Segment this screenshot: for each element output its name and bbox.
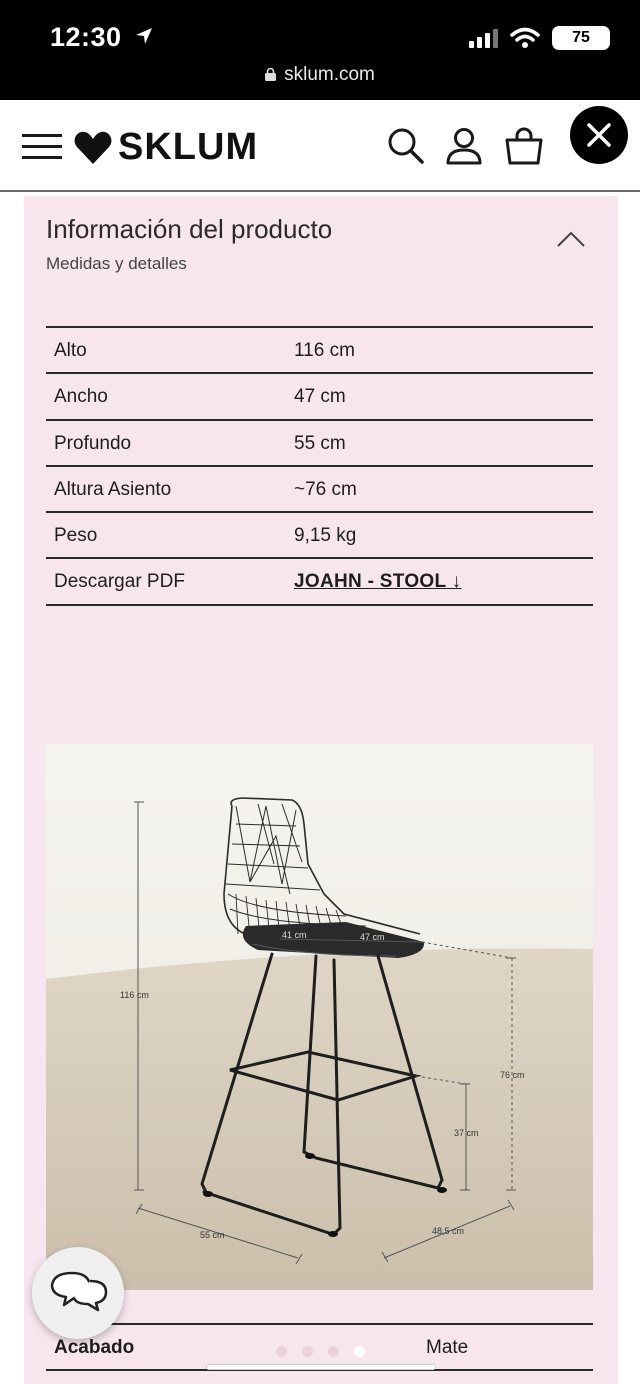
spec-label: Ancho <box>54 386 108 408</box>
hamburger-menu-icon[interactable] <box>22 130 62 162</box>
brand-name: SKLUM <box>118 126 259 168</box>
diagram-label-width: 47 cm <box>360 932 385 942</box>
spec-row-width <box>46 374 593 420</box>
spec-label: Alto <box>54 340 87 361</box>
carousel-dots <box>276 1346 365 1357</box>
diagram-label-base-width: 48,5 cm <box>432 1226 465 1236</box>
spec-label: Altura Asiento <box>54 478 172 500</box>
status-icons <box>469 26 610 50</box>
search-icon[interactable] <box>386 126 426 166</box>
url-text: sklum.com <box>284 64 375 85</box>
chat-bubbles-icon <box>42 1267 114 1319</box>
spec-label: Profundo <box>54 432 132 454</box>
location-arrow-icon <box>134 26 154 46</box>
panel-subtitle: Medidas y detalles <box>46 254 187 273</box>
site-header <box>0 100 640 192</box>
address-bar[interactable] <box>0 64 640 86</box>
diagram-label-footrest-height: 37 cm <box>454 1128 479 1138</box>
status-bar <box>0 0 640 100</box>
shopping-bag-icon[interactable] <box>504 126 544 166</box>
finish-value: Mate <box>426 1337 469 1358</box>
close-icon <box>586 122 612 148</box>
spec-row-seat-height <box>46 467 593 513</box>
close-button[interactable] <box>570 106 628 164</box>
spec-row-depth <box>46 421 593 467</box>
product-info-panel <box>24 196 618 1384</box>
diagram-label-seat-width: 41 cm <box>282 930 307 940</box>
home-indicator[interactable] <box>206 1364 436 1370</box>
chat-button[interactable] <box>32 1247 124 1339</box>
chevron-up-icon[interactable] <box>556 230 586 248</box>
brand-logo[interactable] <box>74 126 258 169</box>
finish-label: Acabado <box>54 1337 135 1358</box>
user-icon[interactable] <box>444 126 484 166</box>
spec-row-height <box>46 328 593 374</box>
wifi-icon <box>510 27 540 49</box>
clock-text: 12:30 <box>50 22 122 52</box>
spec-value: 47 cm <box>294 386 346 408</box>
spec-value: ~76 cm <box>294 478 357 500</box>
carousel-dot[interactable] <box>276 1346 287 1357</box>
spec-value: 55 cm <box>294 432 346 454</box>
battery-level: 75 <box>552 26 610 50</box>
spec-label: Peso <box>54 525 98 547</box>
specs-table <box>46 326 593 606</box>
panel-title: Información del producto <box>46 214 333 244</box>
carousel-dot-active[interactable] <box>354 1346 365 1357</box>
spec-row-pdf <box>46 559 593 605</box>
spec-label: Descargar PDF <box>54 571 185 593</box>
download-pdf-link[interactable]: JOAHN - STOOL ↓ <box>294 571 462 593</box>
carousel-dot[interactable] <box>328 1346 339 1357</box>
diagram-label-depth: 55 cm <box>200 1230 225 1240</box>
diagram-label-seat-height: 76 cm <box>500 1070 525 1080</box>
status-time <box>50 22 154 53</box>
lock-icon <box>265 68 276 81</box>
carousel-dot[interactable] <box>302 1346 313 1357</box>
spec-value: 116 cm <box>294 340 355 361</box>
battery-indicator <box>552 26 610 50</box>
product-dimension-image[interactable] <box>46 744 593 1290</box>
diagram-label-height: 116 cm <box>120 990 149 1000</box>
heart-icon <box>74 130 112 166</box>
spec-value: 9,15 kg <box>294 525 357 547</box>
cellular-signal-icon <box>469 28 498 48</box>
spec-row-weight <box>46 513 593 559</box>
